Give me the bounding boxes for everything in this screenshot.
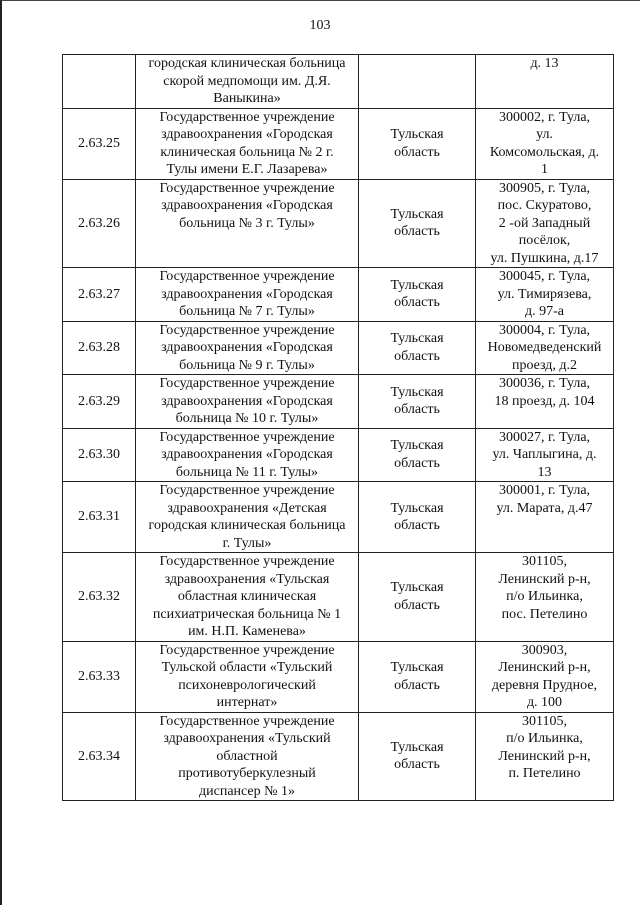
- address-cell-line: 1: [541, 162, 548, 177]
- region-cell: [359, 375, 476, 429]
- region-cell-line: область: [394, 348, 440, 364]
- region-cell: [359, 482, 476, 553]
- institution-name: [136, 482, 359, 553]
- institution-name-line: г. Тулы»: [222, 535, 272, 551]
- address-cell-line: 300027, г. Тула,: [498, 429, 591, 445]
- region-cell: [359, 553, 476, 642]
- institution-name-line: областной: [216, 748, 278, 764]
- region-cell-line: Тульская: [390, 580, 444, 596]
- institution-name-line: Тулы имени Е.Г. Лазарева»: [166, 162, 328, 177]
- page-number: 103: [309, 18, 331, 33]
- institution-name: [136, 712, 359, 801]
- region-cell-line: область: [394, 224, 440, 240]
- address-cell-line: д. 97-а: [525, 304, 564, 319]
- table-row: [63, 108, 614, 179]
- region-cell-line: область: [394, 597, 440, 613]
- institution-name-line: Государственное учреждение: [159, 376, 335, 391]
- institution-name-line: Государственное учреждение: [159, 269, 335, 284]
- address-cell-line: ул. Чаплыгина, д.: [492, 447, 597, 462]
- region-cell-line: Тульская: [390, 660, 444, 675]
- address-cell-line: 300002, г. Тула,: [498, 109, 591, 125]
- institution-name-line: Тульской области «Тульский: [161, 660, 333, 675]
- institution-name-line: здравоохранения «Городская: [161, 447, 333, 462]
- address-cell: [476, 179, 614, 268]
- institution-name-line: здравоохранения «Городская: [161, 340, 333, 355]
- institution-name-line: здравоохранения «Городская: [161, 127, 333, 142]
- region-cell: [359, 428, 476, 482]
- institution-name-line: Государственное учреждение: [159, 180, 335, 196]
- address-cell-line: 13: [537, 464, 552, 480]
- institution-name: [136, 268, 359, 322]
- row-code: 2.63.30: [63, 428, 136, 482]
- table-row: [63, 375, 614, 429]
- institution-name-line: Государственное учреждение: [159, 429, 335, 445]
- address-cell-line: 300905, г. Тула,: [498, 180, 591, 196]
- row-code: 2.63.27: [63, 268, 136, 322]
- region-cell-line: Тульская: [390, 438, 444, 454]
- table-row: [63, 553, 614, 642]
- address-cell-line: Ленинский р-н,: [498, 571, 591, 587]
- row-code: 2.63.25: [63, 108, 136, 179]
- table-row: [63, 712, 614, 801]
- region-cell-line: Тульская: [390, 384, 444, 400]
- row-code: 2.63.32: [63, 553, 136, 642]
- institution-name: [136, 179, 359, 268]
- institution-name-line: областная клиническая: [177, 589, 317, 604]
- region-cell-line: область: [394, 677, 440, 693]
- address-cell-line: Комсомольская, д.: [489, 144, 600, 160]
- address-cell-line: 300036, г. Тула,: [498, 376, 591, 391]
- institution-name-line: здравоохранения «Городская: [161, 198, 333, 213]
- region-cell: [359, 179, 476, 268]
- address-cell-line: 18 проезд, д. 104: [494, 393, 595, 409]
- institution-name-line: психиатрическая больница № 1: [152, 606, 342, 622]
- address-cell-line: ул. Тимирязева,: [497, 286, 592, 302]
- institution-name: [136, 641, 359, 712]
- institution-name-line: Государственное учреждение: [159, 483, 335, 498]
- row-code: 2.63.31: [63, 482, 136, 553]
- address-cell: [476, 428, 614, 482]
- institution-name-line: здравоохранения «Детская: [167, 500, 327, 516]
- address-cell-line: ул. Марата, д.47: [496, 500, 593, 516]
- address-cell-line: пос. Петелино: [501, 606, 588, 622]
- institution-name: [136, 553, 359, 642]
- address-cell: [476, 55, 614, 109]
- institution-name-line: больница № 3 г. Тулы»: [179, 215, 315, 231]
- institution-name-line: Государственное учреждение: [159, 322, 335, 338]
- address-cell-line: 2 -ой Западный: [498, 215, 591, 231]
- institution-name-line: здравоохранения «Тульская: [164, 571, 330, 587]
- address-cell-line: ул. Пушкина, д.17: [490, 250, 599, 266]
- address-cell-line: 300001, г. Тула,: [498, 483, 591, 498]
- institution-name-line: интернат»: [216, 695, 278, 710]
- address-cell-line: Ленинский р-н,: [498, 748, 591, 764]
- institution-name-line: Государственное учреждение: [159, 554, 335, 569]
- address-cell-line: проезд, д.2: [511, 357, 578, 373]
- institution-name-line: им. Н.П. Каменева»: [188, 624, 306, 639]
- institution-name-line: здравоохранения «Городская: [161, 286, 333, 302]
- address-cell: [476, 641, 614, 712]
- address-cell-line: д. 13: [530, 56, 559, 71]
- region-cell-line: Тульская: [390, 127, 444, 142]
- table-body: [63, 55, 614, 801]
- institution-name-line: Государственное учреждение: [159, 109, 335, 125]
- region-cell: [359, 712, 476, 801]
- address-cell-line: посёлок,: [518, 233, 571, 248]
- institution-name-line: здравоохранения «Городская: [161, 393, 333, 409]
- institution-name: [136, 321, 359, 375]
- region-cell-line: Тульская: [390, 206, 444, 222]
- institution-name-line: больница № 9 г. Тулы»: [179, 357, 315, 373]
- region-cell-line: Тульская: [390, 331, 444, 347]
- address-cell-line: п. Петелино: [508, 766, 581, 781]
- region-cell: [359, 55, 476, 109]
- address-cell-line: 300045, г. Тула,: [498, 269, 591, 284]
- region-cell-line: область: [394, 402, 440, 418]
- region-cell-line: область: [394, 757, 440, 773]
- region-cell-line: область: [394, 295, 440, 311]
- institution-name-line: клиническая больница № 2 г.: [160, 144, 334, 160]
- address-cell: [476, 712, 614, 801]
- region-cell-line: Тульская: [390, 500, 444, 516]
- address-cell: [476, 321, 614, 375]
- address-cell-line: деревня Прудное,: [491, 677, 598, 693]
- region-cell: [359, 108, 476, 179]
- address-cell-line: п/о Ильинка,: [506, 589, 583, 604]
- institution-name-line: городская клиническая больница: [148, 518, 346, 533]
- address-cell-line: д. 100: [526, 695, 563, 710]
- institution-name-line: больница № 10 г. Тулы»: [175, 411, 319, 426]
- row-code: 2.63.26: [63, 179, 136, 268]
- row-code: 2.63.28: [63, 321, 136, 375]
- institutions-table: [62, 54, 614, 801]
- institution-name-line: Ваныкина»: [213, 91, 281, 106]
- table-row: [63, 321, 614, 375]
- address-cell-line: 300004, г. Тула,: [498, 322, 591, 338]
- table-row: [63, 482, 614, 553]
- row-code: 2.63.33: [63, 641, 136, 712]
- region-cell: [359, 321, 476, 375]
- institution-name-line: больница № 11 г. Тулы»: [175, 464, 319, 480]
- address-cell-line: 301105,: [522, 554, 567, 569]
- institution-name-line: скорой медпомощи им. Д.Я.: [163, 73, 331, 89]
- region-cell: [359, 268, 476, 322]
- address-cell: [476, 553, 614, 642]
- address-cell-line: пос. Скуратово,: [497, 198, 592, 213]
- institution-name-line: диспансер № 1»: [199, 783, 295, 799]
- institution-name: [136, 55, 359, 109]
- region-cell-line: область: [394, 518, 440, 533]
- region-cell-line: область: [394, 455, 440, 471]
- row-code: [63, 55, 136, 109]
- region-cell-line: область: [394, 144, 440, 160]
- address-cell-line: ул.: [536, 127, 553, 142]
- address-cell: [476, 108, 614, 179]
- institution-name: [136, 375, 359, 429]
- table-row: [63, 268, 614, 322]
- institution-name-line: Государственное учреждение: [159, 713, 335, 729]
- row-code: 2.63.29: [63, 375, 136, 429]
- institution-name-line: противотуберкулезный: [178, 766, 316, 781]
- address-cell-line: п/о Ильинка,: [506, 731, 583, 746]
- address-cell: [476, 268, 614, 322]
- address-cell-line: 300903,: [521, 642, 568, 658]
- table-row: [63, 55, 614, 109]
- region-cell: [359, 641, 476, 712]
- institution-name-line: городская клиническая больница: [148, 56, 346, 71]
- institution-name: [136, 428, 359, 482]
- table-row: [63, 179, 614, 268]
- institution-name-line: здравоохранения «Тульский: [163, 731, 331, 746]
- address-cell-line: Ленинский р-н,: [498, 660, 591, 675]
- region-cell-line: Тульская: [390, 739, 444, 755]
- institution-name-line: Государственное учреждение: [159, 642, 335, 658]
- institution-name-line: психоневрологический: [178, 677, 316, 693]
- address-cell-line: Новомедведенский: [487, 340, 602, 355]
- address-cell-line: 301105,: [522, 713, 567, 729]
- institution-name: [136, 108, 359, 179]
- row-code: 2.63.34: [63, 712, 136, 801]
- table-row: [63, 641, 614, 712]
- region-cell-line: Тульская: [390, 277, 444, 293]
- institution-name-line: больница № 7 г. Тулы»: [179, 304, 315, 319]
- address-cell: [476, 375, 614, 429]
- table-row: [63, 428, 614, 482]
- address-cell: [476, 482, 614, 553]
